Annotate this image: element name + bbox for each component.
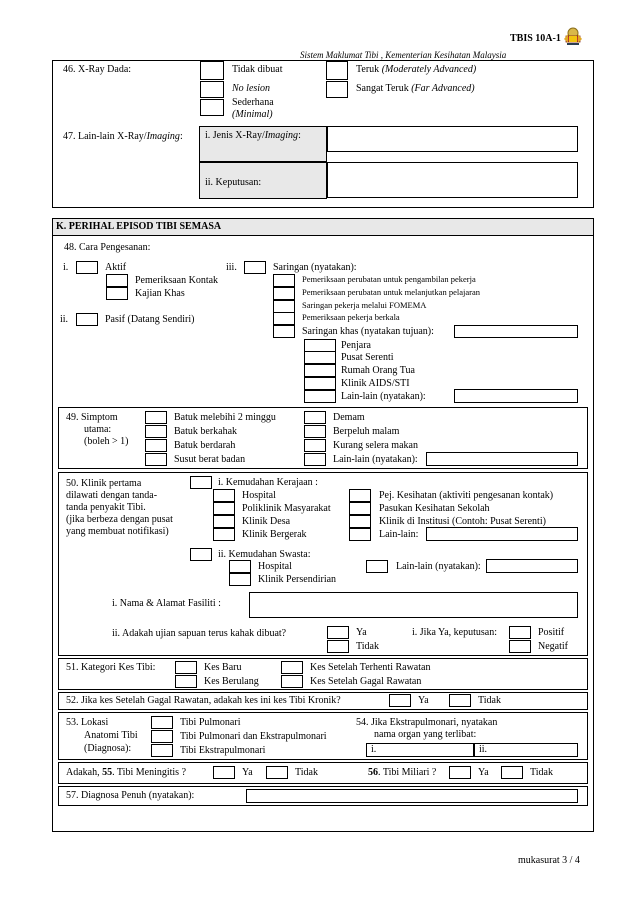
q48-label: 48. Cara Pengesanan: [64, 242, 151, 253]
q48-checkbox-s4[interactable] [273, 312, 295, 325]
q56-tidak: Tidak [530, 767, 553, 778]
q49-label2: utama: [84, 424, 112, 435]
q52-tidak: Tidak [478, 695, 501, 706]
q52-ya: Ya [418, 695, 429, 706]
q48-checkbox-s2[interactable] [273, 287, 295, 300]
q48-aids: Klinik AIDS/STI [341, 378, 410, 389]
q57-label: 57. Diagnosa Penuh (nyatakan): [66, 790, 195, 801]
q48-s4: Pemeriksaan pekerja berkala [302, 312, 400, 322]
q51-checkbox-b1[interactable] [281, 661, 303, 674]
q50-checkbox-positif[interactable] [509, 626, 531, 639]
q50-p3: Klinik di Institusi (Contoh: Pusat Serenti) [379, 516, 546, 527]
q50-checkbox-p4[interactable] [349, 528, 371, 541]
q55-checkbox-ya[interactable] [213, 766, 235, 779]
q48-kontak: Pemeriksaan Kontak [135, 275, 219, 286]
q51-label: 51. Kategori Kes Tibi: [66, 662, 156, 673]
q55-tidak: Tidak [295, 767, 318, 778]
q48-checkbox-kontak[interactable] [106, 274, 128, 287]
q50-checkbox-p1[interactable] [349, 489, 371, 502]
q48-s2: Pemeriksaan perubatan untuk melanjutkan pelajaran [302, 287, 480, 297]
q51-a1: Kes Baru [204, 662, 242, 673]
q50-checkbox-g1[interactable] [213, 489, 235, 502]
q46-checkbox-teruk[interactable] [326, 61, 348, 80]
q50-w2: Klinik Persendirian [258, 574, 337, 585]
q50-nama-label: i. Nama & Alamat Fasiliti : [112, 598, 221, 609]
q51-a2: Kes Berulang [204, 676, 259, 687]
q50-checkbox-w3[interactable] [366, 560, 388, 573]
form-code: TBIS 10A-1 [510, 33, 561, 44]
q50-p4: Lain-lain: [379, 529, 419, 540]
q56-label: 56. Tibi Miliari ? [368, 767, 437, 778]
q51-checkbox-b2[interactable] [281, 675, 303, 688]
q49-a3: Batuk berdarah [174, 440, 236, 451]
q50-checkbox-tidak[interactable] [327, 640, 349, 653]
q49-a1: Batuk melebihi 2 minggu [174, 412, 276, 423]
q48-checkbox-lain[interactable] [304, 390, 336, 403]
q49-checkbox-b3[interactable] [304, 439, 326, 452]
q50-checkbox-w1[interactable] [229, 560, 251, 573]
q50-l4: (jika berbeza dengan pusat [66, 514, 173, 525]
q50-g3: Klinik Desa [242, 516, 291, 527]
q50-checkbox-kerajaan[interactable] [190, 476, 212, 489]
q53-o3: Tibi Ekstrapulmonari [180, 745, 266, 756]
q53-o2: Tibi Pulmonari dan Ekstrapulmonari [180, 731, 327, 742]
q50-swasta: ii. Kemudahan Swasta: [218, 549, 311, 560]
q49-a2: Batuk berkahak [174, 426, 238, 437]
q48-khas: Saringan khas (nyatakan tujuan): [302, 326, 434, 337]
q48-checkbox-s1[interactable] [273, 274, 295, 287]
q48-checkbox-orang-tua[interactable] [304, 364, 336, 377]
q48-iii-num: iii. [226, 262, 237, 273]
q48-penjara: Penjara [341, 340, 371, 351]
q48-khas-input[interactable] [454, 325, 578, 338]
q50-tidak: Tidak [356, 641, 379, 652]
q48-kajian: Kajian Khas [135, 288, 185, 299]
q54-ii: ii. [479, 744, 488, 755]
q46-opt-sangat-teruk: Sangat Teruk (Far Advanced) [356, 83, 475, 94]
q50-p2: Pasukan Kesihatan Sekolah [379, 503, 490, 514]
q50-jika-label: i. Jika Ya, keputusan: [412, 627, 497, 638]
q50-w3: Lain-lain (nyatakan): [396, 561, 481, 572]
q48-lain: Lain-lain (nyatakan): [341, 391, 426, 402]
q53-o1: Tibi Pulmonari [180, 717, 241, 728]
q49-label3: (boleh > 1) [84, 436, 129, 447]
q53-l2: Anatomi Tibi [84, 730, 138, 741]
q50-checkbox-ya[interactable] [327, 626, 349, 639]
q49-checkbox-b4[interactable] [304, 453, 326, 466]
q56-ya: Ya [478, 767, 489, 778]
q49-lain-input[interactable] [426, 452, 578, 466]
q46-label: 46. X-Ray Dada: [63, 64, 132, 75]
page-number: mukasurat 3 / 4 [518, 855, 580, 866]
q50-kerajaan: i. Kemudahan Kerajaan : [218, 477, 318, 488]
q50-checkbox-negatif[interactable] [509, 640, 531, 653]
q48-checkbox-aktif[interactable] [76, 261, 98, 274]
q48-checkbox-saringan[interactable] [244, 261, 266, 274]
q49-checkbox-a2[interactable] [145, 425, 167, 438]
q51-checkbox-a1[interactable] [175, 661, 197, 674]
q52-checkbox-tidak[interactable] [449, 694, 471, 707]
q54-organ-input-2[interactable] [474, 743, 578, 757]
q49-checkbox-a3[interactable] [145, 439, 167, 452]
q50-checkbox-w2[interactable] [229, 573, 251, 586]
q50-checkbox-g4[interactable] [213, 528, 235, 541]
q55-checkbox-tidak[interactable] [266, 766, 288, 779]
q50-l2: dilawati dengan tanda- [66, 490, 158, 501]
q50-checkbox-p3[interactable] [349, 515, 371, 528]
q49-b4: Lain-lain (nyatakan): [333, 454, 418, 465]
q48-i-num: i. [63, 262, 69, 273]
q48-s1: Pemeriksaan perubatan untuk pengambilan pekerja [302, 274, 476, 284]
q53-checkbox-o1[interactable] [151, 716, 173, 729]
q46-checkbox-sederhana[interactable] [200, 99, 224, 116]
q48-checkbox-pasif[interactable] [76, 313, 98, 326]
q51-checkbox-a2[interactable] [175, 675, 197, 688]
q48-s3: Saringan pekerja melalui FOMEMA [302, 300, 427, 310]
q50-g1: Hospital [242, 490, 276, 501]
q50-lain-input[interactable] [426, 527, 578, 541]
q48-serenti: Pusat Serenti [341, 352, 394, 363]
q49-b3: Kurang selera makan [333, 440, 418, 451]
q50-checkbox-p2[interactable] [349, 502, 371, 515]
q53-checkbox-o2[interactable] [151, 730, 173, 743]
q51-b2: Kes Setelah Gagal Rawatan [310, 676, 422, 687]
q54-label: 54. Jika Ekstrapulmonari, nyatakan [356, 717, 498, 728]
q48-checkbox-khas[interactable] [273, 325, 295, 338]
q49-label: 49. Simptom [66, 412, 118, 423]
q48-checkbox-aids[interactable] [304, 377, 336, 390]
q57-input[interactable] [246, 789, 578, 803]
q50-checkbox-g3[interactable] [213, 515, 235, 528]
q53-l3: (Diagnosa): [84, 743, 132, 754]
q47-type-label: i. Jenis X-Ray/Imaging: [205, 130, 301, 141]
q47-result-label: ii. Keputusan: [205, 177, 262, 188]
q54-organ-input-1[interactable] [366, 743, 474, 757]
q48-checkbox-serenti[interactable] [304, 351, 336, 364]
q49-checkbox-a4[interactable] [145, 453, 167, 466]
q48-checkbox-kajian[interactable] [106, 287, 128, 300]
q50-w1: Hospital [258, 561, 292, 572]
q54-i: i. [371, 744, 377, 755]
q50-l5: yang membuat notifikasi) [66, 526, 169, 537]
q49-checkbox-b1[interactable] [304, 411, 326, 424]
q50-checkbox-g2[interactable] [213, 502, 235, 515]
q56-checkbox-tidak[interactable] [501, 766, 523, 779]
q51-b1: Kes Setelah Terhenti Rawatan [310, 662, 431, 673]
q52-label: 52. Jika kes Setelah Gagal Rawatan, adakah kes ini kes Tibi Kronik? [66, 695, 341, 706]
q47-type-input[interactable] [327, 126, 578, 152]
q50-ya: Ya [356, 627, 367, 638]
q50-checkbox-swasta[interactable] [190, 548, 212, 561]
q53-label: 53. Lokasi [66, 717, 109, 728]
q50-nama-input[interactable] [249, 592, 578, 618]
q56-checkbox-ya[interactable] [449, 766, 471, 779]
q55-label: Adakah, 55. Tibi Meningitis ? [66, 767, 187, 778]
q48-ii-num: ii. [60, 314, 69, 325]
q46-opt-sederhana: Sederhana [232, 97, 274, 108]
q48-lain-input[interactable] [454, 389, 578, 403]
q46-checkbox-no-lesion[interactable] [200, 81, 224, 98]
q54-l2: nama organ yang terlibat: [374, 729, 477, 740]
q50-g2: Poliklinik Masyarakat [242, 503, 331, 514]
q49-b1: Demam [333, 412, 365, 423]
q46-opt-teruk: Teruk (Moderately Advanced) [356, 64, 477, 75]
q50-positif: Positif [538, 627, 565, 638]
q46-checkbox-tidak-dibuat[interactable] [200, 61, 224, 80]
q47-label: 47. Lain-lain X-Ray/Imaging: [63, 131, 183, 142]
q48-pasif: Pasif (Datang Sendiri) [105, 314, 195, 325]
q48-orang-tua: Rumah Orang Tua [341, 365, 415, 376]
q49-checkbox-b2[interactable] [304, 425, 326, 438]
q53-checkbox-o3[interactable] [151, 744, 173, 757]
q46-opt-tidak-dibuat: Tidak dibuat [232, 64, 283, 75]
q50-l3: tanda penyakit Tibi. [66, 502, 146, 513]
q46-opt-no-lesion: No lesion [232, 83, 271, 94]
q50-p1: Pej. Kesihatan (aktiviti pengesanan kontak) [379, 490, 554, 501]
q48-saringan: Saringan (nyatakan): [273, 262, 357, 273]
q50-negatif: Negatif [538, 641, 568, 652]
section-k-title: K. PERIHAL EPISOD TIBI SEMASA [52, 218, 594, 236]
q49-a4: Susut berat badan [174, 454, 246, 465]
q46-checkbox-sangat-teruk[interactable] [326, 81, 348, 98]
q55-ya: Ya [242, 767, 253, 778]
q49-b2: Berpeluh malam [333, 426, 400, 437]
q50-g4: Klinik Bergerak [242, 529, 307, 540]
q50-swasta-lain-input[interactable] [486, 559, 578, 573]
q49-checkbox-a1[interactable] [145, 411, 167, 424]
q50-label: 50. Klinik pertama [66, 478, 142, 489]
q46-opt-minimal: (Minimal) [232, 109, 273, 120]
crest-logo [562, 24, 584, 46]
q52-checkbox-ya[interactable] [389, 694, 411, 707]
q47-result-input[interactable] [327, 162, 578, 198]
form-subtitle: Sistem Maklumat Tibi , Kementerian Kesihatan Malaysia [300, 50, 507, 60]
q48-aktif: Aktif [105, 262, 127, 273]
q50-sapuan-label: ii. Adakah ujian sapuan terus kahak dibuat? [112, 628, 287, 639]
